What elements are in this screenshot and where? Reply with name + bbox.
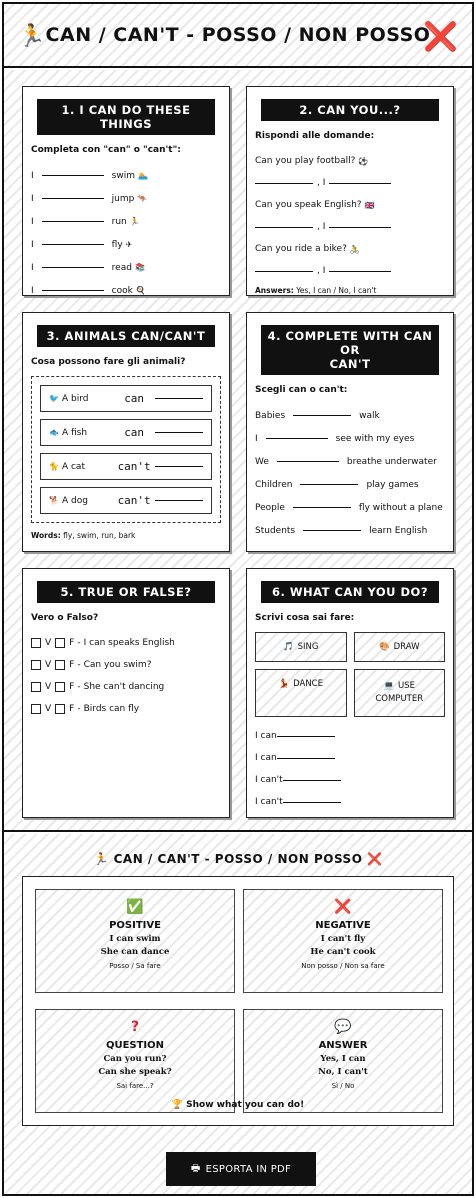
skill-label: USE xyxy=(398,681,416,691)
animal-row[interactable] xyxy=(40,419,212,446)
cross-icon: ❌ xyxy=(334,899,352,915)
summary-section xyxy=(4,834,472,1194)
answer-sep: , I xyxy=(317,178,326,188)
false-checkbox[interactable] xyxy=(55,638,65,648)
plane-icon: ✈ xyxy=(125,240,133,249)
card-heading: ANSWER xyxy=(318,1040,368,1051)
statement-text: She can't dancing xyxy=(83,682,165,692)
question-row xyxy=(255,238,445,260)
write-row[interactable] xyxy=(255,747,445,769)
row-verb: swim xyxy=(111,170,135,181)
answer-sep: , I xyxy=(317,222,326,232)
skill-sing[interactable] xyxy=(255,632,347,662)
words-text: fly, swim, run, bark xyxy=(63,531,136,540)
write-row[interactable] xyxy=(255,791,445,813)
animal-name: A cat xyxy=(61,461,85,472)
blank-line[interactable] xyxy=(42,198,104,199)
skill-label-2: COMPUTER xyxy=(375,694,424,704)
fill-row[interactable] xyxy=(31,279,221,302)
answers-label: Answers: xyxy=(255,286,294,295)
section-3-instruction: Cosa possono fare gli animali? xyxy=(31,357,186,367)
blank-line[interactable] xyxy=(42,175,104,176)
blank-line[interactable] xyxy=(255,183,313,184)
animal-modal: can't xyxy=(117,494,151,507)
answers-text: Yes, I can / No, I can't xyxy=(296,286,377,295)
write-prefix: I can xyxy=(255,731,277,741)
write-prefix: I can't xyxy=(255,797,283,807)
row-subject: I xyxy=(31,285,34,296)
summary-title-text: CAN / CAN'T - POSSO / NON POSSO xyxy=(113,852,363,866)
animal-name: A dog xyxy=(61,495,88,506)
skill-label: SING xyxy=(297,641,319,652)
blank-line[interactable] xyxy=(277,758,335,759)
true-checkbox[interactable] xyxy=(31,638,41,648)
dash: - xyxy=(77,682,81,692)
run-icon: 🏃 xyxy=(129,217,140,226)
statement-text: Birds can fly xyxy=(83,704,140,714)
write-row[interactable] xyxy=(255,725,445,747)
row-rest: see with my eyes xyxy=(335,433,415,444)
page-title: CAN / CAN'T - POSSO / NON POSSO xyxy=(45,24,431,46)
summary-frame xyxy=(22,876,454,1126)
runner-icon: 🏃 xyxy=(93,852,109,866)
dog-icon: 🐕 xyxy=(49,496,59,505)
write-row[interactable] xyxy=(255,769,445,791)
card-example-1: Can you run? xyxy=(103,1054,167,1064)
fill-row[interactable] xyxy=(255,450,445,473)
skill-dance[interactable] xyxy=(255,669,347,717)
answer-card xyxy=(243,1009,443,1113)
true-false-row xyxy=(31,698,221,720)
blank-line[interactable] xyxy=(155,466,203,467)
row-verb: run xyxy=(111,216,127,227)
write-prefix: I can't xyxy=(255,775,283,785)
export-pdf-button[interactable] xyxy=(166,1152,316,1186)
dash: - xyxy=(77,638,81,648)
skills-grid xyxy=(255,632,445,717)
blank-line[interactable] xyxy=(293,507,351,508)
blank-line[interactable] xyxy=(283,802,341,803)
blank-line[interactable] xyxy=(42,267,104,268)
blank-line[interactable] xyxy=(42,244,104,245)
section-4-card xyxy=(246,312,454,552)
card-example-2: He can't cook xyxy=(310,947,376,957)
true-checkbox[interactable] xyxy=(31,704,41,714)
card-heading: POSITIVE xyxy=(109,920,161,931)
section-5-instruction: Vero o Falso? xyxy=(31,613,99,623)
row-subject: I xyxy=(255,433,258,444)
trophy-icon: 🏆 xyxy=(171,1100,184,1110)
music-icon: 🎵 xyxy=(283,641,294,652)
blank-line[interactable] xyxy=(255,227,313,228)
answer-row[interactable] xyxy=(255,216,445,238)
true-label: V xyxy=(45,704,52,714)
row-subject: Children xyxy=(255,479,293,490)
row-subject: Babies xyxy=(255,410,286,421)
card-heading: NEGATIVE xyxy=(315,920,371,931)
bird-icon: 🐦 xyxy=(49,394,59,403)
row-subject: I xyxy=(31,262,34,273)
section-6-card xyxy=(246,568,454,818)
card-example-2: She can dance xyxy=(100,947,170,957)
false-label: F xyxy=(69,704,75,714)
negative-card xyxy=(243,889,443,993)
palette-icon: 🎨 xyxy=(379,641,390,652)
fill-row[interactable] xyxy=(31,210,221,233)
worksheet-page xyxy=(2,2,474,1196)
fill-row[interactable] xyxy=(255,404,445,427)
row-rest: fly without a plane xyxy=(358,502,443,513)
section-4-title xyxy=(261,325,439,375)
row-subject: I xyxy=(31,216,34,227)
section-4-title-line1: 4. COMPLETE WITH CAN OR xyxy=(267,329,433,357)
skill-label: DRAW xyxy=(393,641,420,652)
question-text: Can you ride a bike? xyxy=(255,244,347,254)
section-4-instruction: Scegli can o can't: xyxy=(255,385,348,395)
section-6-instruction: Scrivi cosa sai fare: xyxy=(255,613,355,623)
row-rest: breathe underwater xyxy=(346,456,437,467)
answer-sep: , I xyxy=(317,266,326,276)
blank-line[interactable] xyxy=(300,484,358,485)
false-checkbox[interactable] xyxy=(55,704,65,714)
fill-row[interactable] xyxy=(31,164,221,187)
cook-icon: 🍳 xyxy=(135,286,146,295)
card-heading: QUESTION xyxy=(105,1040,165,1051)
animals-box xyxy=(31,376,221,523)
fish-icon: 🐟 xyxy=(49,428,59,437)
row-verb: jump xyxy=(111,193,135,204)
card-example-1: I can't fly xyxy=(320,934,366,944)
computer-icon: 💻 xyxy=(383,681,395,691)
motto xyxy=(4,1100,472,1110)
write-prefix: I can xyxy=(255,753,277,763)
false-label: F xyxy=(69,638,75,648)
row-verb: read xyxy=(111,262,132,273)
animal-modal: can't xyxy=(117,460,151,473)
blank-line[interactable] xyxy=(255,271,313,272)
fill-row[interactable] xyxy=(31,256,221,279)
animal-name: A fish xyxy=(61,427,88,438)
skill-computer[interactable] xyxy=(354,669,446,717)
dancer-icon: 💃 xyxy=(278,679,290,689)
animal-row[interactable] xyxy=(40,385,212,412)
fill-row[interactable] xyxy=(31,187,221,210)
false-label: F xyxy=(69,660,75,670)
card-example-2: No, I can't xyxy=(318,1067,368,1077)
section-4-title-line2: CAN'T xyxy=(329,357,371,371)
blank-line[interactable] xyxy=(155,500,203,501)
export-label: ESPORTA IN PDF xyxy=(205,1163,292,1175)
exercise-grid xyxy=(4,70,472,832)
animal-modal: can xyxy=(124,426,145,439)
bike-icon: 🚴 xyxy=(349,244,360,254)
card-translation: Sai fare...? xyxy=(116,1082,154,1090)
fill-row[interactable] xyxy=(255,496,445,519)
swim-icon: 🏊 xyxy=(137,171,148,180)
section-5-card xyxy=(22,568,230,818)
animal-modal: can xyxy=(124,392,145,405)
motto-text: Show what you can do! xyxy=(186,1100,305,1110)
question-card xyxy=(35,1009,235,1113)
blank-line[interactable] xyxy=(329,227,391,228)
card-translation: Sì / No xyxy=(331,1082,355,1090)
fill-row[interactable] xyxy=(31,233,221,256)
dash: - xyxy=(77,660,81,670)
row-subject: People xyxy=(255,502,285,513)
question-row xyxy=(255,194,445,216)
card-example-1: I can swim xyxy=(109,934,161,944)
animal-name: A bird xyxy=(61,393,89,404)
animal-row[interactable] xyxy=(40,453,212,480)
true-false-row xyxy=(31,632,221,654)
blank-line[interactable] xyxy=(277,461,339,462)
close-icon[interactable]: ❌ xyxy=(423,20,458,53)
card-example-1: Yes, I can xyxy=(320,1054,366,1064)
row-subject: I xyxy=(31,193,34,204)
blank-line[interactable] xyxy=(155,432,203,433)
row-subject: Students xyxy=(255,525,296,536)
dash: - xyxy=(77,704,81,714)
skill-computer-line1 xyxy=(383,680,415,693)
football-icon: ⚽ xyxy=(358,156,369,166)
skill-label: DANCE xyxy=(293,679,323,689)
blank-line[interactable] xyxy=(277,736,335,737)
question-icon: ? xyxy=(130,1019,140,1035)
row-subject: We xyxy=(255,456,269,467)
row-verb: fly xyxy=(111,239,123,250)
jump-icon: 🦘 xyxy=(137,194,148,203)
cat-icon: 🐈 xyxy=(49,462,59,471)
row-verb: cook xyxy=(111,285,133,296)
words-note xyxy=(31,531,221,540)
false-label: F xyxy=(69,682,75,692)
page-header xyxy=(4,4,472,68)
runner-icon: 🏃 xyxy=(18,24,46,49)
true-false-row xyxy=(31,676,221,698)
card-translation: Non posso / Non sa fare xyxy=(301,962,385,970)
answers-note xyxy=(255,286,445,295)
row-subject: I xyxy=(31,170,34,181)
positive-card xyxy=(35,889,235,993)
row-subject: I xyxy=(31,239,34,250)
blank-line[interactable] xyxy=(42,221,104,222)
check-icon: ✅ xyxy=(126,899,144,915)
fill-row[interactable] xyxy=(255,473,445,496)
true-checkbox[interactable] xyxy=(31,682,41,692)
question-row xyxy=(255,150,445,172)
card-example-2: Can she speak? xyxy=(98,1067,172,1077)
section-2-card xyxy=(246,86,454,296)
row-rest: walk xyxy=(359,410,380,421)
section-3-title: 3. ANIMALS CAN/CAN'T xyxy=(37,325,215,347)
statement-text: Can you swim? xyxy=(83,660,152,670)
animal-row[interactable] xyxy=(40,487,212,514)
true-false-row xyxy=(31,654,221,676)
section-2-instruction: Rispondi alle domande: xyxy=(255,131,375,141)
section-2-title: 2. CAN YOU...? xyxy=(261,99,439,121)
blank-line[interactable] xyxy=(155,398,203,399)
section-5-title: 5. TRUE OR FALSE? xyxy=(37,581,215,603)
question-text: Can you play football? xyxy=(255,156,356,166)
books-icon: 📚 xyxy=(134,263,145,272)
section-1-card xyxy=(22,86,230,296)
words-label: Words: xyxy=(31,531,61,540)
cross-icon: ❌ xyxy=(367,852,383,866)
blank-line[interactable] xyxy=(283,780,341,781)
false-checkbox[interactable] xyxy=(55,660,65,670)
skill-draw[interactable] xyxy=(354,632,446,662)
blank-line[interactable] xyxy=(329,183,391,184)
section-3-card xyxy=(22,312,230,552)
answer-row[interactable] xyxy=(255,260,445,282)
section-1-instruction: Completa con "can" o "can't": xyxy=(31,145,181,155)
fill-row[interactable] xyxy=(255,427,445,450)
fill-row[interactable] xyxy=(255,519,445,542)
row-rest: play games xyxy=(366,479,419,490)
section-1-title: 1. I CAN DO THESE THINGS xyxy=(37,99,215,135)
true-label: V xyxy=(45,660,52,670)
section-6-title: 6. WHAT CAN YOU DO? xyxy=(261,581,439,603)
statement-text: I can speaks English xyxy=(83,638,175,648)
answer-row[interactable] xyxy=(255,172,445,194)
true-label: V xyxy=(45,638,52,648)
row-rest: learn English xyxy=(369,525,428,536)
summary-title xyxy=(4,852,472,866)
blank-line[interactable] xyxy=(293,415,351,416)
blank-line[interactable] xyxy=(329,271,391,272)
false-checkbox[interactable] xyxy=(55,682,65,692)
true-label: V xyxy=(45,682,52,692)
speech-bubble-icon: 💬 xyxy=(334,1019,352,1035)
card-translation: Posso / Sa fare xyxy=(109,962,161,970)
blank-line[interactable] xyxy=(266,438,328,439)
blank-line[interactable] xyxy=(303,530,361,531)
blank-line[interactable] xyxy=(42,290,104,291)
flag-icon: 🇬🇧 xyxy=(364,200,375,210)
true-checkbox[interactable] xyxy=(31,660,41,670)
question-text: Can you speak English? xyxy=(255,200,362,210)
printer-icon: 🖶 xyxy=(190,1162,201,1174)
